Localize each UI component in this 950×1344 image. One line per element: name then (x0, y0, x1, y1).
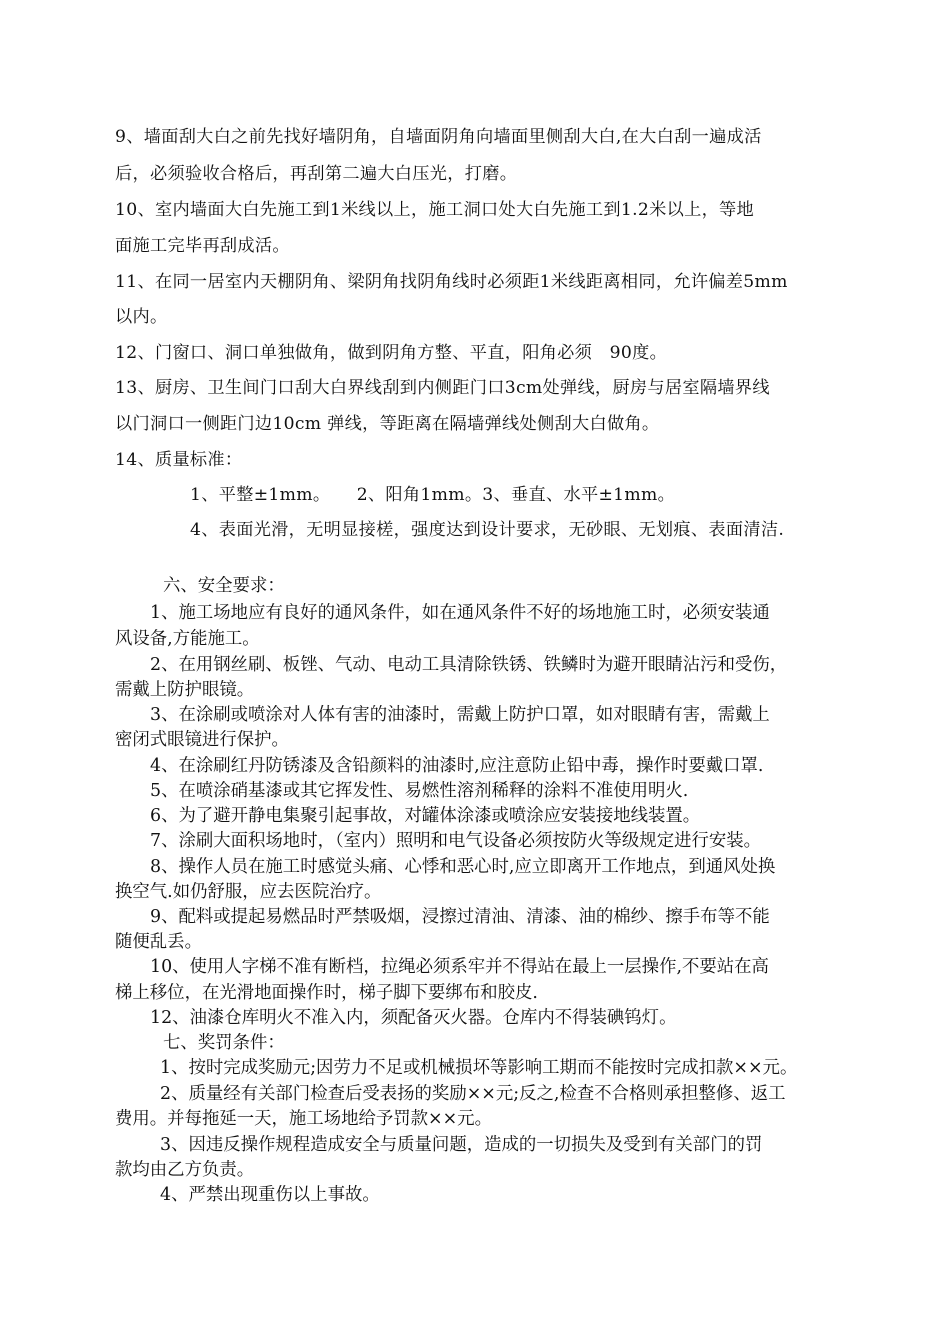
text-line: 费用。并每拖延一天，施工场地给予罚款××元。 (115, 1109, 492, 1129)
text-line: 13、厨房、卫生间门口刮大白界线刮到内侧距门口3cm处弹线，厨房与居室隔墙界线 (115, 378, 770, 398)
section-heading: 14、质量标准： (115, 450, 243, 470)
text-line: 随便乱丢。 (115, 932, 202, 952)
text-line: 以内。 (115, 307, 168, 327)
text-line: 10、室内墙面大白先施工到1米线以上，施工洞口处大白先施工到1.2米以上，等地 (115, 200, 755, 220)
section-heading: 六、安全要求： (163, 576, 285, 596)
text-line: 11、在同一居室内天棚阴角、梁阴角找阴角线时必须距1米线距离相同，允许偏差5mm (115, 272, 788, 292)
text-line: 3、因违反操作规程造成安全与质量问题，造成的一切损失及受到有关部门的罚 (160, 1135, 763, 1155)
text-line: 4、严禁出现重伤以上事故。 (160, 1185, 380, 1205)
text-line: 换空气.如仍舒服，应去医院治疗。 (115, 882, 382, 902)
text-line: 款均由乙方负责。 (115, 1160, 255, 1180)
text-line: 4、在涂刷红丹防锈漆及含铅颜料的油漆时,应注意防止铅中毒，操作时要戴口罩. (150, 756, 764, 776)
text-line: 需戴上防护眼镜。 (115, 680, 255, 700)
text-line: 9、配料或提起易燃品时严禁吸烟，浸擦过清油、清漆、油的棉纱、擦手布等不能 (150, 907, 770, 927)
text-line: 12、门窗口、洞口单独做角，做到阴角方整、平直，阳角必须 90度。 (115, 343, 668, 363)
text-line: 12、油漆仓库明火不准入内，须配备灭火器。仓库内不得装碘钨灯。 (150, 1008, 677, 1028)
section-heading: 七、奖罚条件： (163, 1033, 285, 1053)
text-line: 6、为了避开静电集聚引起事故，对罐体涂漆或喷涂应安装接地线装置。 (150, 806, 701, 826)
text-line: 风设备,方能施工。 (115, 629, 260, 649)
text-line: 7、涂刷大面积场地时，（室内）照明和电气设备必须按防火等级规定进行安装。 (150, 831, 762, 851)
text-line: 密闭式眼镜进行保护。 (115, 730, 289, 750)
text-line: 梯上移位，在光滑地面操作时，梯子脚下要绑布和胶皮. (115, 983, 538, 1003)
text-line: 4、表面光滑，无明显接槎，强度达到设计要求，无砂眼、无划痕、表面清洁. (190, 520, 785, 540)
text-line: 2、质量经有关部门检查后受表扬的奖励××元;反之,检查不合格则承担整修、返工 (160, 1084, 786, 1104)
text-line: 3、在涂刷或喷涂对人体有害的油漆时，需戴上防护口罩，如对眼睛有害，需戴上 (150, 705, 770, 725)
text-line: 面施工完毕再刮成活。 (115, 236, 290, 256)
text-line: 8、操作人员在施工时感觉头痛、心悸和恶心时,应立即离开工作地点，到通风处换 (150, 857, 776, 877)
text-line: 5、在喷涂硝基漆或其它挥发性、易燃性溶剂稀释的涂料不准使用明火. (150, 781, 689, 801)
text-line: 1、按时完成奖励元;因劳力不足或机械损坏等影响工期而不能按时完成扣款××元。 (160, 1058, 798, 1078)
text-line: 2、在用钢丝刷、板锉、气动、电动工具清除铁锈、铁鳞时为避开眼睛沾污和受伤， (150, 655, 788, 675)
text-line: 9、墙面刮大白之前先找好墙阴角，自墙面阴角向墙面里侧刮大白,在大白刮一遍成活 (115, 127, 762, 147)
text-line: 1、施工场地应有良好的通风条件，如在通风条件不好的场地施工时，必须安装通 (150, 603, 770, 623)
text-line: 以门洞口一侧距门边10cm 弹线，等距离在隔墙弹线处侧刮大白做角。 (115, 414, 660, 434)
text-line: 10、使用人字梯不准有断档，拉绳必须系牢并不得站在最上一层操作,不要站在高 (150, 957, 769, 977)
text-line: 1、平整±1mm。 2、阳角1mm。3、垂直、水平±1mm。 (190, 485, 676, 505)
text-line: 后，必须验收合格后，再刮第二遍大白压光，打磨。 (115, 164, 518, 184)
